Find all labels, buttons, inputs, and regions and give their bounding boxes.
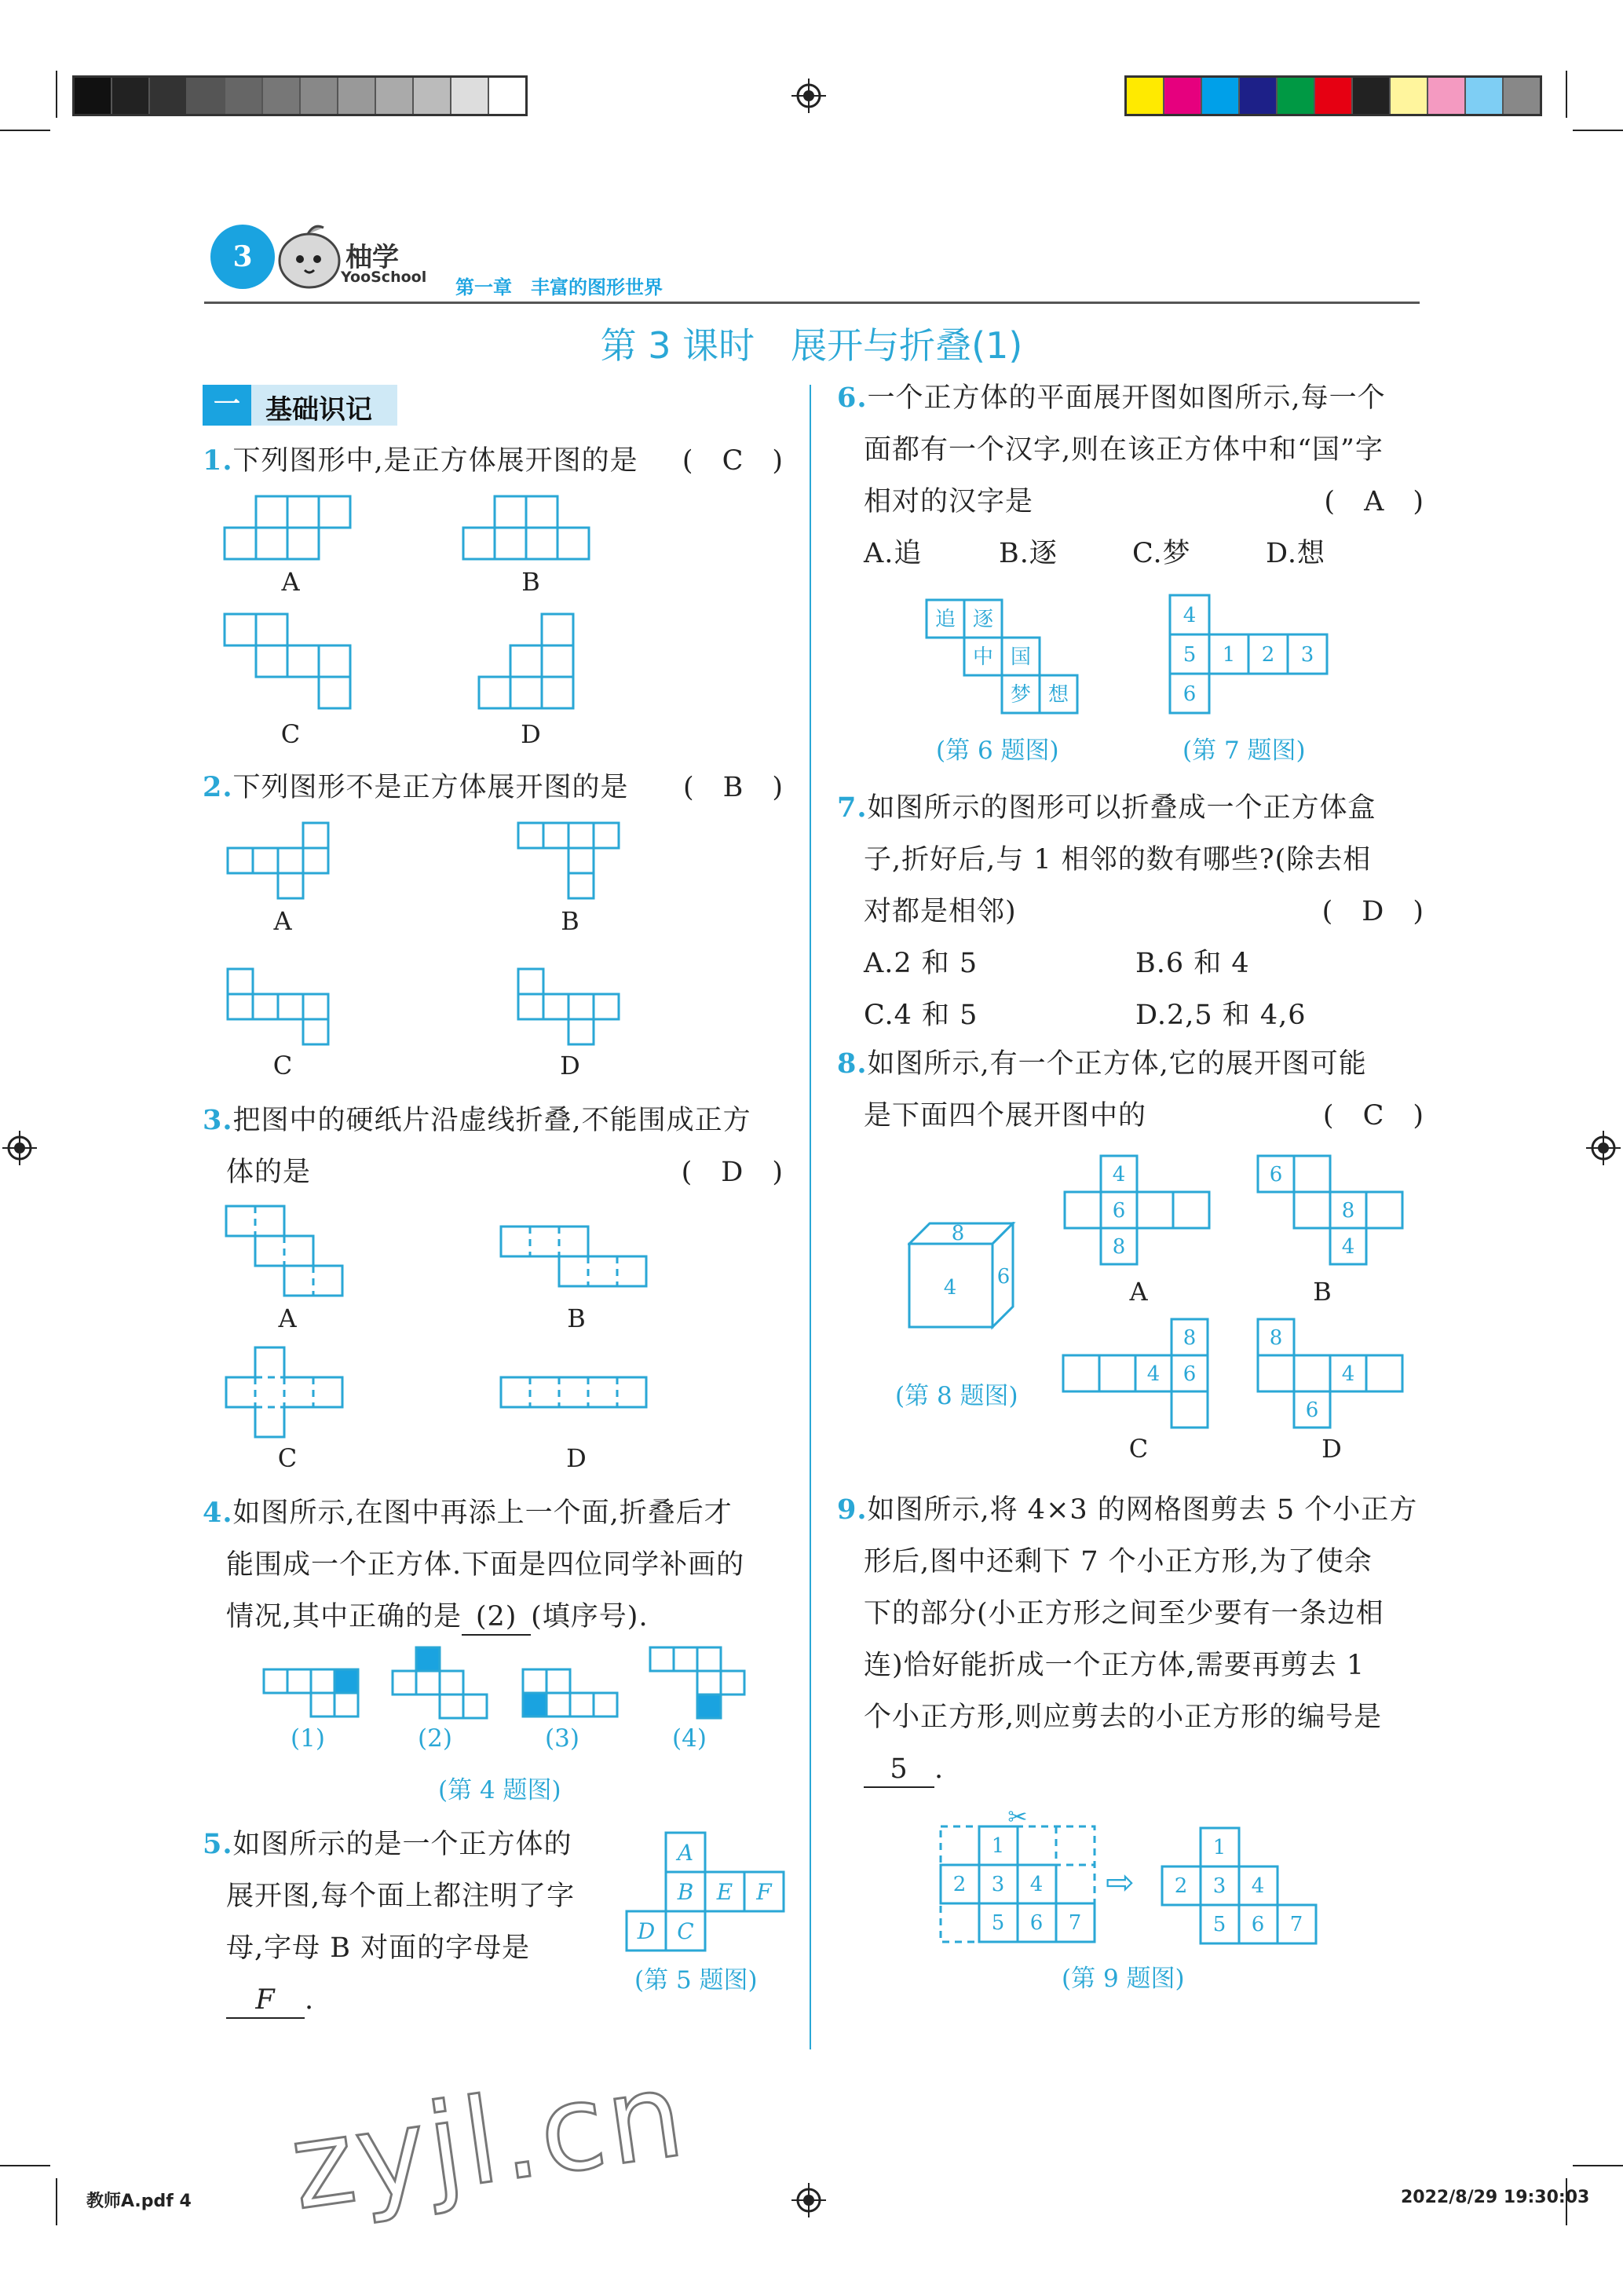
q1-answer: ( C ) (682, 445, 784, 477)
q6-line1: 一个正方体的平面展开图如图所示,每一个 (867, 382, 1386, 414)
q6-line2: 面都有一个汉字,则在该正方体中和“国”字 (864, 434, 1384, 466)
q9-before-4: 4 (1029, 1873, 1044, 1896)
q6-option-d: D.想 (1266, 538, 1325, 569)
q7-figure (1168, 594, 1329, 716)
q2-answer: ( B ) (682, 772, 784, 803)
q6-line3: 相对的汉字是 (864, 486, 1034, 517)
chapter-title: 第一章 丰富的图形世界 (455, 276, 663, 298)
q1-label-b: B (521, 567, 540, 597)
q9-after-7: 7 (1289, 1913, 1303, 1936)
q9-caption: (第 9 题图) (1062, 1965, 1185, 1993)
q8d-six: 6 (1305, 1398, 1319, 1422)
q3-answer: ( D ) (681, 1157, 784, 1188)
q7-num-6: 6 (1183, 682, 1197, 706)
question-4 (203, 1487, 784, 1643)
lesson-title: 第 3 课时 展开与折叠(1) (600, 324, 1023, 367)
q9-after-2: 2 (1174, 1874, 1188, 1898)
q6-char-5: 梦 (1010, 683, 1032, 707)
q2-label-d: D (560, 1051, 580, 1080)
q2-number: 2. (203, 771, 233, 803)
q8d-four: 4 (1341, 1362, 1355, 1386)
q5-number: 5. (203, 1828, 233, 1860)
q8b-six: 6 (1269, 1163, 1283, 1186)
q4-line3b: (填序号). (531, 1601, 649, 1632)
q6-char-4: 国 (1010, 645, 1032, 669)
q8a-top: 4 (1112, 1163, 1126, 1186)
q4-label-2: (2) (418, 1724, 452, 1753)
q4-figure-2 (391, 1646, 490, 1721)
q8c-six: 6 (1183, 1362, 1197, 1386)
question-2 (203, 762, 784, 813)
column-divider (810, 385, 811, 2049)
q3-figure-c (225, 1346, 350, 1440)
q8-cube (908, 1222, 1018, 1332)
page-number-badge: 3 (210, 225, 275, 289)
q5-letter-e: E (716, 1879, 733, 1905)
q6-char-2: 逐 (972, 608, 994, 631)
q1-text: 下列图形中,是正方体展开图的是 (232, 445, 638, 477)
section-number: 一 (203, 385, 251, 426)
q1-label-c: C (280, 719, 301, 749)
q4-label-4: (4) (672, 1724, 707, 1753)
question-8 (837, 1038, 1424, 1142)
q8-line1: 如图所示,有一个正方体,它的展开图可能 (867, 1048, 1367, 1080)
q9-line4: 连)恰好能折成一个正方体,需要再剪去 1 (864, 1650, 1365, 1681)
q8d-eight: 8 (1269, 1326, 1283, 1350)
q7-number: 7. (837, 792, 868, 824)
q8-figure-d (1256, 1318, 1409, 1432)
q4-figure-1 (262, 1668, 361, 1720)
q9-end: . (934, 1753, 945, 1785)
q6-char-1: 追 (934, 608, 956, 631)
q5-letter-b: B (677, 1879, 694, 1905)
q4-answer-blank: (2) (462, 1600, 531, 1636)
q1-label-d: D (521, 719, 541, 749)
q7-answer: ( D ) (1321, 896, 1424, 927)
q9-after-4: 4 (1251, 1874, 1265, 1898)
brand-name: 柚学 (345, 242, 399, 273)
q2-figure-a (226, 821, 336, 900)
q9-after-3: 3 (1212, 1874, 1226, 1898)
q9-answer-blank: 5 (864, 1752, 934, 1788)
question-6 (837, 372, 1424, 579)
q9-line2: 形后,图中还剩下 7 个小正方形,为了使余 (864, 1546, 1373, 1578)
q8-cube-top: 8 (951, 1222, 965, 1245)
q6-caption: (第 6 题图) (936, 737, 1059, 765)
q7-option-c: C.4 和 5 (864, 1000, 978, 1031)
q1-figure-d (477, 612, 579, 715)
q8-number: 8. (837, 1047, 868, 1080)
q5-end: . (305, 1984, 315, 2016)
q8a-bottom: 8 (1112, 1235, 1126, 1259)
q2-figure-c (226, 967, 336, 1046)
q5-line2: 展开图,每个面上都注明了字 (226, 1881, 576, 1912)
q8c-four: 4 (1146, 1362, 1161, 1386)
q3-label-b: B (567, 1303, 586, 1333)
q7-caption: (第 7 题图) (1183, 737, 1306, 765)
q2-label-c: C (272, 1051, 293, 1080)
question-1 (203, 435, 784, 487)
q9-before-6: 6 (1029, 1911, 1044, 1935)
q5-answer-blank: F (226, 1983, 305, 2019)
q4-line1: 如图所示,在图中再添上一个面,折叠后才 (232, 1497, 733, 1529)
q4-label-1: (1) (291, 1724, 325, 1753)
q7-line1: 如图所示的图形可以折叠成一个正方体盒 (867, 792, 1376, 824)
q8a-mid: 6 (1112, 1199, 1126, 1223)
q2-figure-d (517, 967, 627, 1046)
q9-line5: 个小正方形,则应剪去的小正方形的编号是 (864, 1702, 1383, 1733)
q7-num-3: 3 (1300, 643, 1314, 667)
q9-arrow: ⇨ (1106, 1863, 1135, 1903)
q6-char-3: 中 (972, 645, 994, 669)
q9-line1: 如图所示,将 4×3 的网格图剪去 5 个小正方 (867, 1494, 1418, 1526)
q9-after-6: 6 (1251, 1913, 1265, 1936)
q8b-eight: 8 (1341, 1199, 1355, 1223)
q6-option-b: B.逐 (999, 538, 1058, 569)
q5-letter-a: A (677, 1840, 694, 1866)
q9-number: 9. (837, 1493, 868, 1526)
question-7 (837, 782, 1424, 1041)
q7-num-1: 1 (1222, 643, 1236, 667)
question-3 (203, 1095, 784, 1198)
q4-caption: (第 4 题图) (438, 1776, 561, 1804)
q4-line2: 能围成一个正方体.下面是四位同学补画的 (226, 1549, 745, 1581)
watermark: zyjl.cn (283, 2046, 694, 2237)
q9-after-5: 5 (1212, 1913, 1226, 1936)
q1-figure-c (223, 612, 356, 715)
q5-letter-f: F (756, 1879, 772, 1905)
q8c-eight: 8 (1183, 1326, 1197, 1350)
q6-option-a: A.追 (864, 538, 923, 569)
q8-caption: (第 8 题图) (895, 1382, 1018, 1410)
question-9 (837, 1484, 1424, 1795)
q3-line1: 把图中的硬纸片沿虚线折叠,不能围成正方 (232, 1105, 751, 1136)
q4-number: 4. (203, 1497, 233, 1529)
q5-caption: (第 5 题图) (634, 1966, 758, 1994)
q8-figure-b (1256, 1154, 1409, 1269)
mascot-logo-icon (276, 220, 342, 291)
q8-line2: 是下面四个展开图中的 (864, 1100, 1147, 1132)
q4-figure-3 (521, 1668, 620, 1720)
brand-sub: YooSchool (341, 269, 427, 286)
q5-figure (625, 1831, 785, 1954)
q9-figure-before (939, 1808, 1096, 1949)
q3-figure-d (499, 1376, 656, 1410)
q3-number: 3. (203, 1104, 233, 1136)
q1-label-a: A (281, 567, 300, 597)
q6-figure (925, 598, 1085, 715)
q3-figure-a (225, 1205, 350, 1299)
scissors-icon: ✂ (1007, 1808, 1028, 1831)
footer-filename: 教师A.pdf 4 (86, 2192, 192, 2211)
section-title: 基础识记 (265, 394, 372, 426)
q7-num-5: 5 (1183, 643, 1197, 667)
q8-label-b: B (1313, 1277, 1332, 1307)
q5-letter-c: C (677, 1918, 694, 1944)
q8b-four: 4 (1341, 1235, 1355, 1259)
q9-before-1: 1 (991, 1834, 1005, 1858)
q7-option-d: D.2,5 和 4,6 (1135, 1000, 1307, 1031)
q5-line1: 如图所示的是一个正方体的 (232, 1829, 572, 1860)
q7-option-b: B.6 和 4 (1135, 948, 1250, 979)
q9-figure-after (1161, 1826, 1318, 1947)
q8-cube-front: 4 (943, 1276, 957, 1300)
q4-label-3: (3) (545, 1724, 579, 1753)
q9-before-2: 2 (952, 1873, 967, 1896)
q5-line3: 母,字母 B 对面的字母是 (226, 1932, 531, 1964)
q3-line2: 体的是 (226, 1157, 312, 1188)
q4-line3a: 情况,其中正确的是 (226, 1601, 462, 1632)
q1-number: 1. (203, 444, 233, 477)
q6-char-6: 想 (1047, 683, 1069, 707)
q9-after-1: 1 (1212, 1836, 1226, 1859)
q7-option-a: A.2 和 5 (864, 948, 978, 979)
question-5 (203, 1819, 611, 2026)
q9-before-3: 3 (991, 1873, 1005, 1896)
q2-label-a: A (273, 906, 292, 936)
q8-cube-side: 6 (996, 1265, 1011, 1289)
q3-label-a: A (278, 1303, 297, 1333)
q7-num-4: 4 (1183, 604, 1197, 627)
q2-figure-b (517, 821, 627, 900)
q8-answer: ( C ) (1322, 1100, 1424, 1132)
q8-figure-a (1062, 1154, 1214, 1269)
q1-figure-b (462, 495, 595, 562)
q6-option-c: C.梦 (1132, 538, 1191, 569)
q7-line2: 子,折好后,与 1 相邻的数有哪些?(除去相 (864, 844, 1372, 876)
q6-number: 6. (837, 382, 868, 414)
header-rule (204, 302, 1420, 304)
q3-label-d: D (566, 1443, 587, 1473)
q7-line3: 对都是相邻) (864, 896, 1017, 927)
q9-line3: 下的部分(小正方形之间至少要有一条边相 (864, 1598, 1384, 1629)
q6-answer: ( A ) (1324, 486, 1424, 517)
q9-before-7: 7 (1068, 1911, 1082, 1935)
q7-num-2: 2 (1261, 643, 1275, 667)
q8-label-d: D (1321, 1434, 1342, 1464)
q3-figure-b (499, 1225, 656, 1291)
q9-before-5: 5 (991, 1911, 1005, 1935)
q8-figure-c (1062, 1318, 1214, 1432)
q3-label-c: C (277, 1443, 298, 1473)
q2-label-b: B (561, 906, 579, 936)
q8-label-a: A (1129, 1277, 1148, 1307)
q5-letter-d: D (637, 1918, 656, 1944)
q8-label-c: C (1128, 1434, 1149, 1464)
q4-figure-4 (649, 1646, 748, 1721)
q1-figure-a (223, 495, 356, 562)
section-badge (203, 385, 397, 426)
footer-timestamp: 2022/8/29 19:30:03 (1401, 2188, 1590, 2207)
q2-text: 下列图形不是正方体展开图的是 (232, 772, 629, 803)
